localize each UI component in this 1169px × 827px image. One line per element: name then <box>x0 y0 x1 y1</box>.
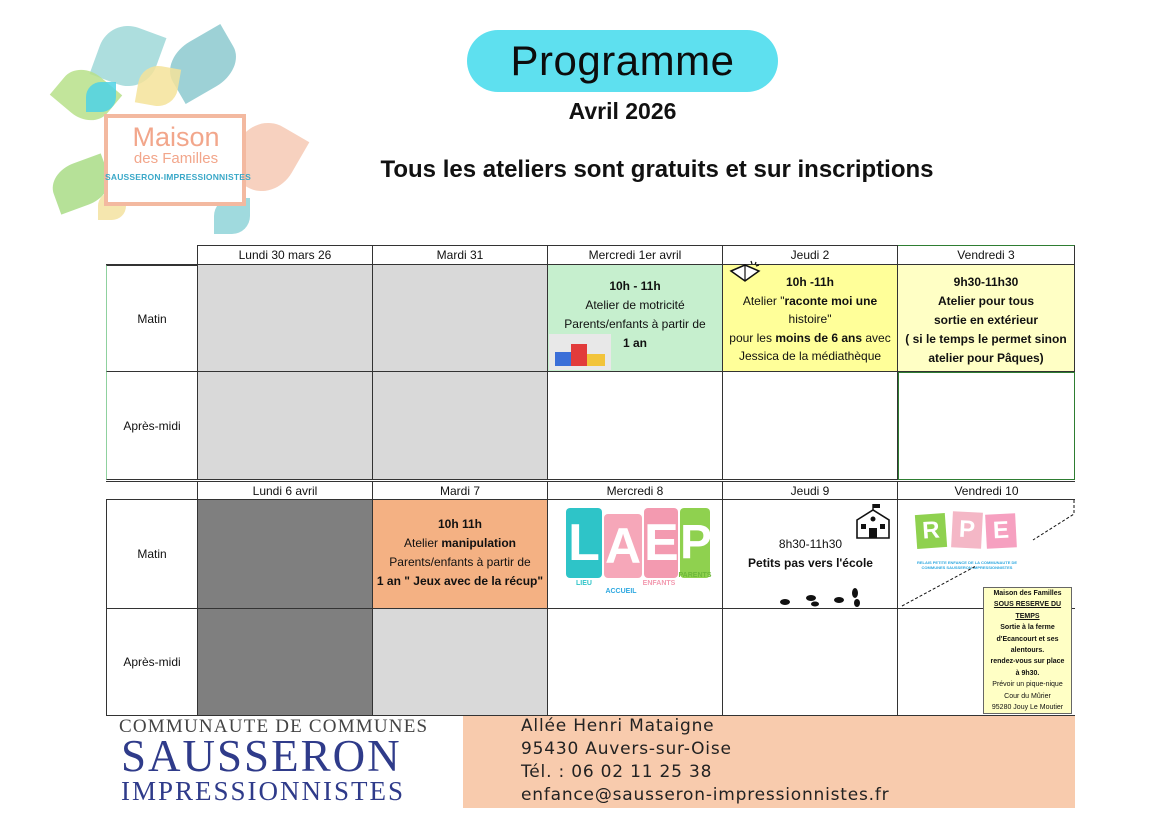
day-header: Mercredi 1er avril <box>548 245 723 265</box>
activity-histoire <box>723 265 898 372</box>
page-title: Programme <box>467 30 778 92</box>
activity-title: Atelier manipulation <box>403 536 517 550</box>
row-label-apres-midi: Après-midi <box>106 372 198 480</box>
note-line: d'Ecancourt et ses <box>996 635 1059 643</box>
empty-slot <box>373 609 548 716</box>
day-header: Lundi 6 avril <box>198 481 373 500</box>
row-label-apres-midi: Après-midi <box>106 609 198 716</box>
activity-audience: Parents/enfants à partir de <box>564 317 706 331</box>
logo-text-sausseron: SAUSSERON-IMPRESSIONNISTES <box>105 172 251 182</box>
day-header: Mercredi 8 <box>548 481 723 500</box>
activity-condition: ( si le temps le permet sinon <box>905 332 1067 346</box>
note-line: Maison des Familles <box>993 590 1062 597</box>
note-line: Cour du Mûrier <box>1004 692 1051 700</box>
empty-slot <box>548 372 723 480</box>
laep-letter-e: E <box>644 508 678 578</box>
empty-slot <box>723 609 898 716</box>
motricity-photo <box>549 334 611 370</box>
activity-title: Petits pas vers l'école <box>748 556 873 570</box>
activity-time: 8h30-11h30 <box>778 537 843 551</box>
email-address[interactable]: enfance@sausseron-impressionnistes.fr <box>521 785 890 805</box>
activity-alternative: atelier pour Pâques) <box>928 351 1044 365</box>
month-label: Avril 2026 <box>568 98 677 124</box>
subtitle: Tous les ateliers sont gratuits et sur inscriptions <box>380 156 934 183</box>
address-line-1: Allée Henri Mataigne <box>521 716 715 736</box>
day-header: Vendredi 3 <box>898 245 1075 265</box>
row-label-matin: Matin <box>106 500 198 609</box>
activity-time: 10h -11h <box>785 275 835 289</box>
note-line: 95280 Jouy Le Moutier <box>991 704 1064 712</box>
note-line: rendez-vous sur place <box>990 658 1065 666</box>
activity-petits-pas <box>723 500 898 609</box>
week-1-table <box>106 245 1075 480</box>
day-header: Mardi 7 <box>373 481 548 500</box>
laep-sub-accueil: ACCUEIL <box>605 588 637 595</box>
laep-sub-enfants: ENFANTS <box>642 580 676 587</box>
activity-audience: Parents/enfants à partir de <box>389 555 531 569</box>
laep-letter-a: A <box>604 514 642 578</box>
address-line-2: 95430 Auvers-sur-Oise <box>521 739 732 759</box>
note-line: TEMPS <box>1015 612 1040 620</box>
activity-manipulation <box>373 500 548 609</box>
activity-time: 9h30-11h30 <box>953 275 1019 289</box>
activity-title: Atelier pour tous <box>937 294 1034 308</box>
laep-letter-p: P <box>680 508 710 578</box>
flower-decoration <box>86 82 116 112</box>
rpe-letter-r: R <box>915 513 947 549</box>
table-corner <box>106 245 198 265</box>
activity-time: 10h 11h <box>437 517 483 531</box>
note-line: alentours. <box>1010 647 1045 655</box>
rpe-letter-p: P <box>951 511 983 549</box>
day-header: Vendredi 10 <box>898 481 1075 500</box>
rpe-subtitle: RELAIS PETITE ENFANCE DE LA COMMUNAUTE DE COMMUNES SAUSSERON IMPRESSIONNISTES <box>916 560 1018 570</box>
activity-title: Atelier "raconte moi une <box>742 293 878 308</box>
laep-letter-l: L <box>566 508 602 578</box>
activity-title: Atelier de motricité <box>585 298 685 312</box>
day-header: Lundi 30 mars 26 <box>198 245 373 265</box>
book-icon <box>729 259 763 287</box>
laep-sub-parents: PARENTS <box>678 572 712 579</box>
note-line: Prévoir un pique-nique <box>992 681 1063 689</box>
contact-block <box>463 716 1075 808</box>
footsteps-icon <box>777 588 867 608</box>
school-icon <box>853 504 893 540</box>
org-name-main: SAUSSERON <box>121 731 402 781</box>
empty-slot <box>198 265 373 372</box>
empty-slot <box>198 372 373 480</box>
laep-logo-cell <box>548 500 723 609</box>
empty-slot <box>198 609 373 716</box>
note-line: à 9h30. <box>1015 669 1040 677</box>
empty-slot <box>198 500 373 609</box>
note-line: SOUS RESERVE DU <box>993 601 1062 609</box>
day-header: Jeudi 9 <box>723 481 898 500</box>
activity-audience: pour les moins de 6 ans avec <box>729 330 891 345</box>
activity-title-cont: histoire" <box>788 312 832 326</box>
empty-slot <box>373 265 548 372</box>
empty-slot <box>723 372 898 480</box>
organisation-logo <box>103 716 463 808</box>
laep-sub-lieu: LIEU <box>576 580 592 587</box>
empty-slot <box>548 609 723 716</box>
activity-age: 1 an <box>622 336 647 350</box>
activity-partner: Jessica de la médiathèque <box>738 349 882 363</box>
activity-detail: sortie en extérieur <box>933 313 1039 327</box>
empty-slot <box>898 372 1075 480</box>
activity-sortie <box>898 265 1075 372</box>
phone-number: Tél. : 06 02 11 25 38 <box>521 762 713 782</box>
org-name-top: COMMUNAUTE DE COMMUNES <box>119 716 429 737</box>
table-corner <box>106 481 198 500</box>
activity-motricite <box>548 265 723 372</box>
week-2-table <box>106 481 1075 716</box>
day-header: Jeudi 2 <box>723 245 898 265</box>
row-label-matin: Matin <box>106 265 198 372</box>
maison-des-familles-logo <box>38 22 300 244</box>
org-name-bottom: IMPRESSIONNISTES <box>121 776 406 806</box>
logo-text-des-familles: des Familles <box>133 150 219 167</box>
activity-age: 1 an " Jeux avec de la récup" <box>376 574 544 588</box>
activity-time: 10h - 11h <box>609 279 661 293</box>
empty-slot <box>373 372 548 480</box>
note-line: Sortie à la ferme <box>1000 624 1055 632</box>
sortie-ferme-note <box>983 587 1072 714</box>
day-header: Mardi 31 <box>373 245 548 265</box>
rpe-letter-e: E <box>985 513 1017 549</box>
logo-text-maison: Maison <box>132 122 220 152</box>
